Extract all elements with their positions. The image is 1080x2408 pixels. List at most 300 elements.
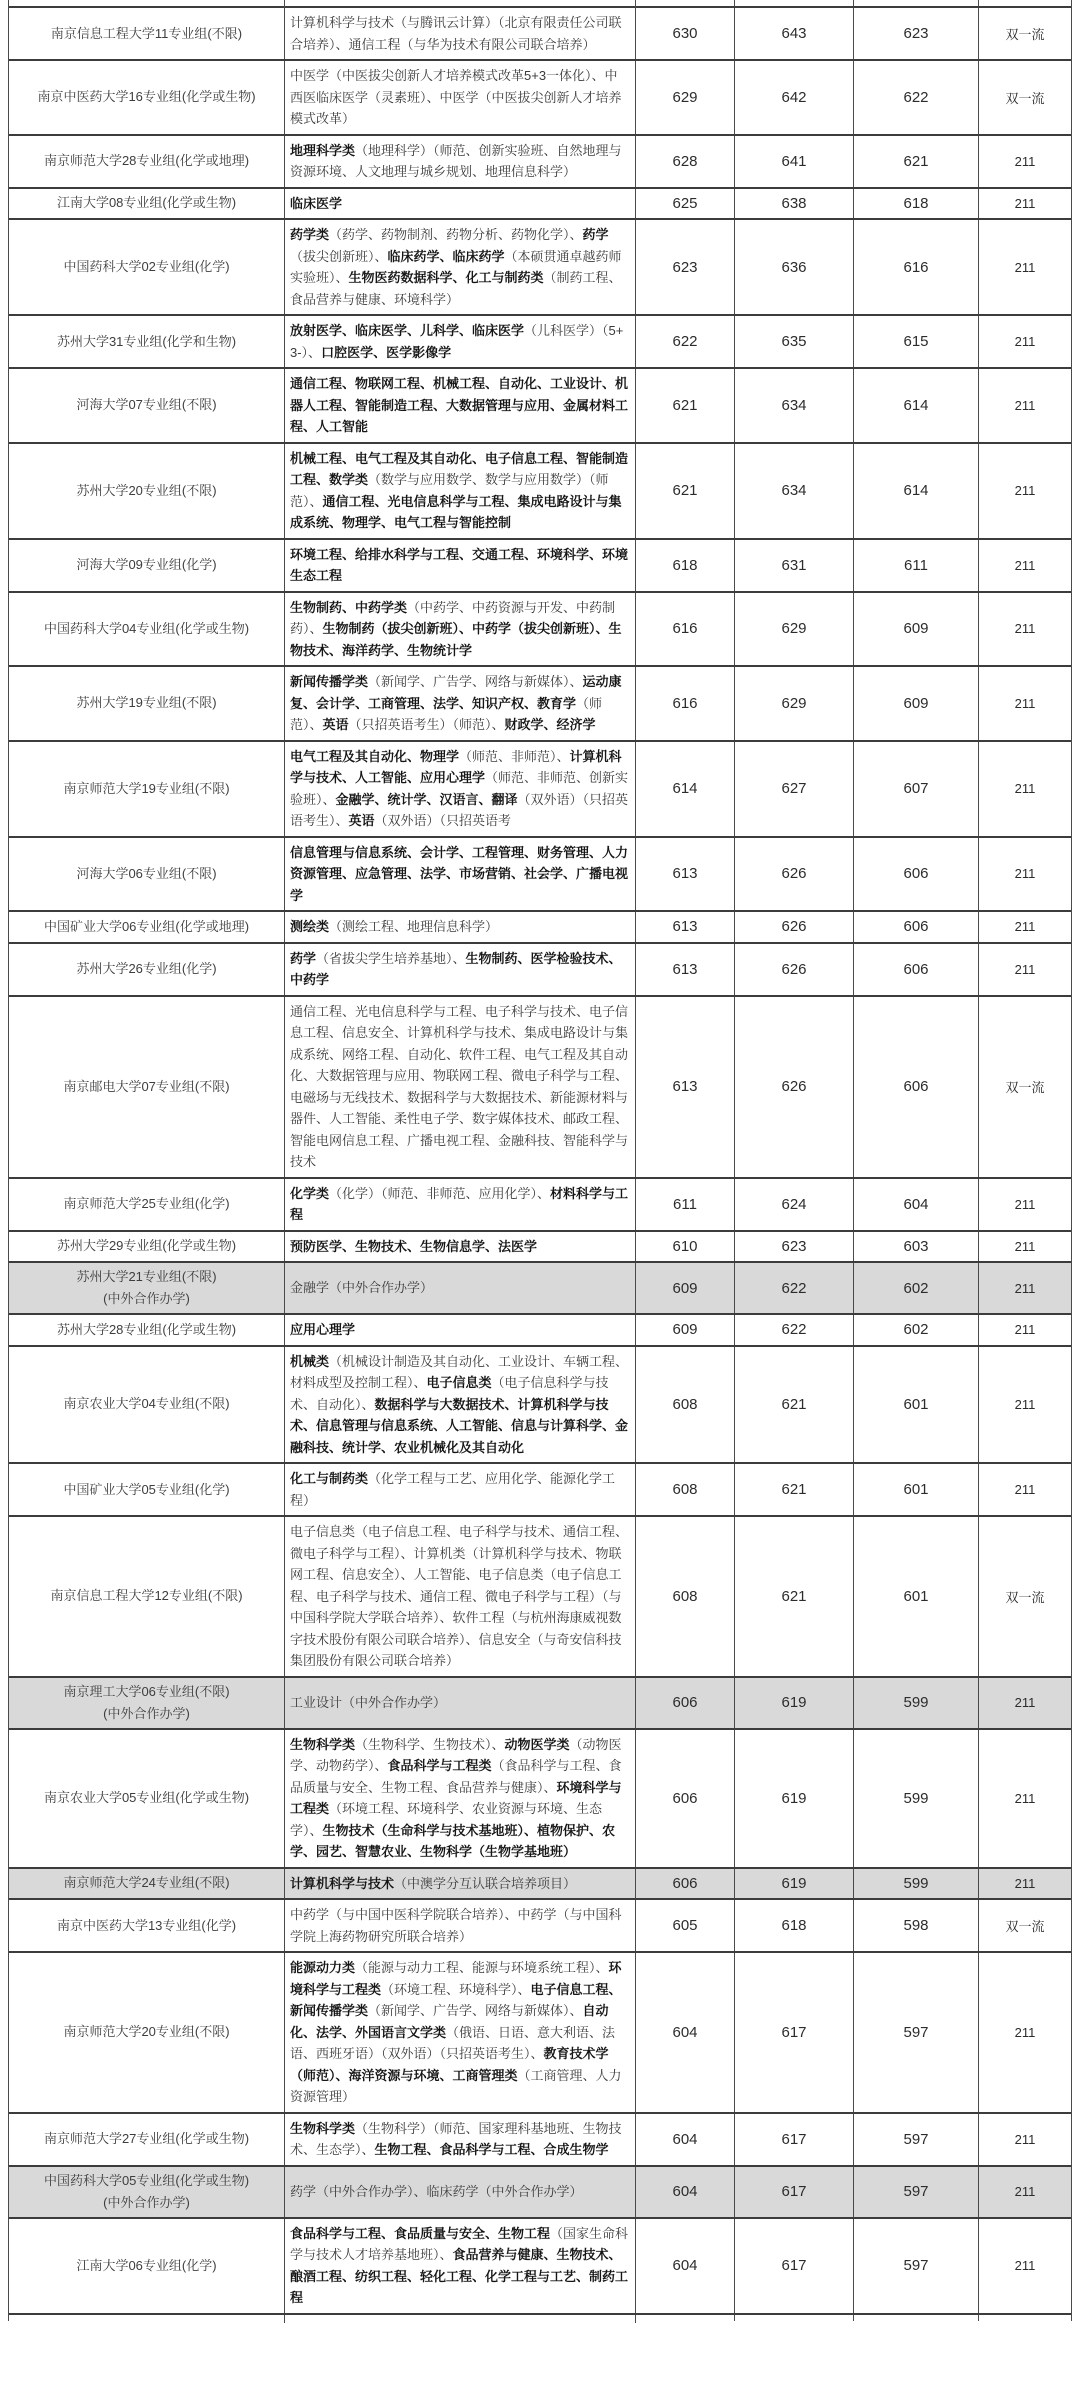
score-3-cell: 614 bbox=[853, 444, 978, 538]
score-1-cell: 613 bbox=[672, 918, 698, 936]
score-3-cell: 597 bbox=[853, 2114, 978, 2165]
university-group-cell bbox=[9, 1869, 284, 1899]
tag-cell: 211 bbox=[978, 2114, 1071, 2165]
university-group-cell bbox=[9, 1517, 284, 1676]
university-group-cell bbox=[9, 2219, 284, 2313]
major-segment-bold: 金融学、统计学、汉语言、翻译 bbox=[335, 791, 518, 807]
score-3-cell: 602 bbox=[853, 1263, 978, 1313]
major-segment-bold: 环境工程、给排水科学与工程、交通工程、环境科学、环境生态工程 bbox=[290, 546, 629, 583]
majors-text bbox=[290, 1692, 630, 1714]
majors-text bbox=[290, 12, 630, 55]
university-group-cell bbox=[9, 1678, 284, 1728]
major-segment: （测绘工程、地理信息科学） bbox=[329, 919, 499, 934]
majors-text bbox=[290, 140, 630, 183]
score-3-cell: 615 bbox=[853, 316, 978, 367]
score-1-cell: 608 bbox=[672, 1587, 698, 1605]
major-segment: （电子信息科学与技术、自动化）、 bbox=[290, 1375, 609, 1412]
university-group-line: 苏州大学31专业组(化学和生物) bbox=[56, 333, 237, 349]
table-row bbox=[9, 1869, 1071, 1901]
major-segment-bold: 电气工程及其自动化、物理学 bbox=[290, 748, 460, 764]
score-3-cell: 599 bbox=[853, 1869, 978, 1899]
major-segment: （工商管理、人力资源管理） bbox=[290, 2067, 622, 2104]
tag-cell: 211 bbox=[978, 369, 1071, 442]
majors-cell bbox=[284, 444, 636, 538]
major-segment-bold: 预防医学、生物技术、生物信息学、法医学 bbox=[290, 1238, 538, 1254]
score-1-cell: 621 bbox=[672, 482, 698, 499]
table-row bbox=[9, 1730, 1071, 1869]
score-table bbox=[8, 0, 1072, 2321]
score-3-cell: 603 bbox=[853, 1232, 978, 1262]
university-group-line: 苏州大学29专业组(化学或生物) bbox=[56, 1238, 237, 1254]
majors-text bbox=[290, 842, 630, 907]
university-group-cell bbox=[9, 1953, 284, 2112]
majors-cell bbox=[284, 1678, 636, 1728]
majors-text bbox=[290, 1351, 630, 1459]
table-row bbox=[9, 136, 1071, 189]
score-3-cell: 597 bbox=[853, 2167, 978, 2217]
tag-cell: 211 bbox=[978, 2167, 1071, 2217]
majors-cell bbox=[284, 838, 636, 911]
major-segment: 中医学（中医拔尖创新人才培养模式改革5+3一体化）、中西医临床医学（灵素班）、中医学（中医拔尖创新人才培养模式改革） bbox=[290, 68, 622, 126]
university-group-cell bbox=[9, 220, 284, 314]
major-segment-bold: 计算机科学与技术、人工智能、应用心理学 bbox=[290, 748, 622, 785]
major-segment: （药学、药物制剂、药物分析、药物化学）、 bbox=[329, 227, 583, 242]
major-segment-bold: 地理科学类 bbox=[290, 142, 356, 158]
partial-cell bbox=[284, 0, 636, 8]
university-group-cell bbox=[9, 540, 284, 591]
major-segment: （环境工程、环境科学、农业资源与环境、生态学）、 bbox=[290, 1801, 603, 1838]
score-3-cell: 604 bbox=[853, 1179, 978, 1230]
university-group-line: 南京中医药大学16专业组(化学或生物) bbox=[37, 89, 256, 105]
university-group-line: 南京师范大学25专业组(化学) bbox=[63, 1196, 230, 1211]
major-segment-bold: 口腔医学、医学影像学 bbox=[321, 344, 452, 360]
major-segment-bold: 通信工程、物联网工程、机械工程、自动化、工业设计、机器人工程、智能制造工程、大数据管理与应用、金属材料工程、人工智能 bbox=[290, 376, 629, 434]
score-2-cell: 622 bbox=[734, 1263, 853, 1313]
major-segment: 通信工程、光电信息科学与工程、电子科学与技术、电子信息工程、信息安全、计算机科学与技术、集成电路设计与集成系统、网络工程、自动化、软件工程、电气工程及其自动化、大数据管理与应用、物联网工程、微电子科学与工程、电磁场与无线技术、数据科学与大数据技术、新能源材料与器件、人工智能、柔性电子学、数字媒体技术、邮政工程、智能电网信息工程、广播电视工程、金融科技、智能科学与技术 bbox=[290, 1003, 629, 1169]
score-2-cell: 642 bbox=[734, 61, 853, 134]
tag-cell: 211 bbox=[978, 189, 1071, 219]
tag-cell: 211 bbox=[978, 1232, 1071, 1262]
score-1-cell: 611 bbox=[673, 1195, 697, 1213]
majors-cell bbox=[284, 136, 636, 187]
university-group-line: 南京农业大学04专业组(不限) bbox=[63, 1396, 230, 1412]
score-1-cell: 608 bbox=[672, 1481, 698, 1498]
university-group-cell bbox=[9, 61, 284, 134]
university-group-line: 苏州大学28专业组(化学或生物) bbox=[56, 1321, 237, 1337]
partial-cell bbox=[284, 2315, 636, 2323]
university-group-line: (中外合作办学) bbox=[103, 1705, 190, 1721]
score-1-cell: 621 bbox=[672, 396, 698, 414]
major-segment-bold: 生物工程、食品科学与工程、合成生物学 bbox=[374, 2142, 609, 2157]
score-3-cell: 601 bbox=[853, 1347, 978, 1463]
majors-text bbox=[290, 746, 630, 832]
score-3-cell: 623 bbox=[853, 8, 978, 59]
score-2-cell: 629 bbox=[734, 667, 853, 740]
score-2-cell: 634 bbox=[734, 444, 853, 538]
major-segment-bold: 环境科学与工程类 bbox=[290, 1779, 622, 1816]
score-3-cell: 622 bbox=[853, 61, 978, 134]
score-2-cell: 617 bbox=[734, 2167, 853, 2217]
major-segment: （动物医学、动物药学）、 bbox=[290, 1736, 622, 1773]
major-segment: （生物科学、生物技术）、 bbox=[355, 1736, 505, 1752]
major-segment-bold: 环境科学与工程类 bbox=[290, 1960, 622, 1997]
score-3-cell: 621 bbox=[853, 136, 978, 187]
university-group-line: 南京师范大学19专业组(不限) bbox=[63, 780, 230, 796]
majors-text bbox=[290, 1734, 630, 1863]
score-3-cell: 599 bbox=[853, 1678, 978, 1728]
score-1-cell: 614 bbox=[672, 780, 698, 797]
university-group-line: 江南大学08专业组(化学或生物) bbox=[56, 195, 237, 211]
university-group-cell bbox=[9, 1900, 284, 1951]
major-segment-bold: 英语 bbox=[348, 813, 375, 828]
major-segment-bold: 生物制药、中药学类 bbox=[290, 599, 408, 615]
major-segment: （能源与动力工程、能源与环境系统工程）、 bbox=[355, 1960, 609, 1975]
university-group-cell bbox=[9, 189, 284, 219]
majors-text bbox=[290, 1957, 630, 2108]
major-segment-bold: 财政学、经济学 bbox=[504, 717, 596, 732]
university-group-line: (中外合作办学) bbox=[103, 2194, 190, 2210]
tag-cell: 211 bbox=[978, 444, 1071, 538]
majors-cell bbox=[284, 369, 636, 442]
majors-cell bbox=[284, 2167, 636, 2217]
major-segment-bold: 运动康复、会计学、工商管理、法学、知识产权、教育学 bbox=[290, 674, 622, 711]
score-2-cell: 624 bbox=[734, 1179, 853, 1230]
majors-cell bbox=[284, 1730, 636, 1867]
majors-text bbox=[290, 193, 630, 215]
table-row bbox=[9, 2167, 1071, 2219]
university-group-cell bbox=[9, 1730, 284, 1867]
score-2-cell: 634 bbox=[734, 369, 853, 442]
score-3-cell: 599 bbox=[853, 1730, 978, 1867]
university-group-cell bbox=[9, 742, 284, 836]
major-segment-bold: 化工与制药类 bbox=[290, 1471, 369, 1486]
majors-cell bbox=[284, 61, 636, 134]
score-1-cell: 604 bbox=[672, 2183, 698, 2200]
major-segment: （机械设计制造及其自动化、工业设计、车辆工程、材料成型及控制工程）、 bbox=[290, 1353, 629, 1390]
score-2-cell: 617 bbox=[734, 2219, 853, 2313]
majors-text bbox=[290, 2223, 630, 2309]
majors-cell bbox=[284, 1953, 636, 2112]
majors-cell bbox=[284, 8, 636, 59]
tag-cell: 211 bbox=[978, 912, 1071, 942]
score-2-cell: 627 bbox=[734, 742, 853, 836]
tag-cell: 211 bbox=[978, 944, 1071, 995]
major-segment-bold: 放射医学、临床医学、儿科学、临床医学 bbox=[290, 323, 525, 338]
major-segment-bold: 食品营养与健康、生物技术、酿酒工程、纺织工程、轻化工程、化学工程与工艺、制药工程 bbox=[290, 2247, 629, 2305]
table-row bbox=[9, 667, 1071, 742]
major-segment: （环境工程、环境科学）、 bbox=[381, 1981, 531, 1997]
table-row bbox=[9, 944, 1071, 997]
majors-text bbox=[290, 1521, 630, 1672]
university-group-line: 南京理工大学06专业组(不限) bbox=[63, 1683, 230, 1699]
major-segment-bold: 生物技术（生命科学与技术基地班）、植物保护、农学、园艺、智慧农业、生物科学（生物学基地班） bbox=[290, 1822, 616, 1859]
major-segment-bold: 生物科学类 bbox=[290, 1736, 356, 1752]
tag-cell: 211 bbox=[978, 838, 1071, 911]
partial-cell bbox=[636, 2315, 734, 2321]
score-1-cell: 606 bbox=[672, 1874, 698, 1892]
university-group-line: 中国矿业大学05专业组(化学) bbox=[63, 1481, 230, 1497]
tag-cell: 211 bbox=[978, 1730, 1071, 1867]
university-group-cell bbox=[9, 667, 284, 740]
score-1-cell: 605 bbox=[672, 1917, 698, 1934]
partial-row-top bbox=[9, 0, 1071, 8]
university-group-cell bbox=[9, 2114, 284, 2165]
university-group-line: 中国矿业大学06专业组(化学或地理) bbox=[43, 918, 250, 934]
table-row bbox=[9, 369, 1071, 444]
tag-cell: 双一流 bbox=[978, 61, 1071, 134]
tag-cell: 211 bbox=[978, 136, 1071, 187]
major-segment: （国家生命科学与技术人才培养基地班）、 bbox=[290, 2225, 629, 2262]
tag-cell: 211 bbox=[978, 1678, 1071, 1728]
majors-text bbox=[290, 448, 630, 534]
major-segment-bold: 能源动力类 bbox=[290, 1960, 356, 1975]
major-segment: 中药学（与中国中医科学院联合培养）、中药学（与中国科学院上海药物研究所联合培养） bbox=[290, 1907, 622, 1944]
major-segment-bold: 机械工程、电气工程及其自动化、电子信息工程、智能制造工程、数学类 bbox=[290, 450, 629, 487]
major-segment: 电子信息类（电子信息工程、电子科学与技术、通信工程、微电子科学与工程）、计算机类（计算机科学与技术、物联网工程、信息安全）、人工智能、电子信息类（电子信息工程、电子科学与技术、通信工程、微电子科学与工程）（与中国科学院大学联合培养）、软件工程（与杭州海康威视数字技术股份有限公司联合培养）、信息安全（与奇安信科技集团股份有限公司联合培养） bbox=[290, 1524, 629, 1668]
major-segment-bold: 信息管理与信息系统、会计学、工程管理、财务管理、人力资源管理、应急管理、法学、市场营销、社会学、广播电视学 bbox=[290, 844, 629, 903]
majors-cell bbox=[284, 1464, 636, 1515]
major-segment: （只招英语考生）（师范）、 bbox=[348, 717, 505, 732]
table-row bbox=[9, 61, 1071, 136]
university-group-line: 河海大学06专业组(不限) bbox=[76, 865, 217, 881]
major-segment: （地理科学）（师范、创新实验班、自然地理与资源环境、人文地理与城乡规划、地理信息科学） bbox=[290, 142, 622, 179]
university-group-cell bbox=[9, 912, 284, 942]
university-group-line: 中国药科大学02专业组(化学) bbox=[63, 259, 230, 274]
table-row bbox=[9, 1263, 1071, 1315]
major-segment: （生物科学）（师范、国家理科基地班、生物技术、生态学）、 bbox=[290, 2120, 622, 2157]
score-1-cell: 622 bbox=[672, 333, 698, 350]
table-row bbox=[9, 540, 1071, 593]
majors-text bbox=[290, 2118, 630, 2161]
score-3-cell: 602 bbox=[853, 1315, 978, 1345]
score-2-cell: 619 bbox=[734, 1869, 853, 1899]
tag-cell: 双一流 bbox=[978, 8, 1071, 59]
partial-cell bbox=[734, 2315, 853, 2321]
score-3-cell: 601 bbox=[853, 1517, 978, 1676]
major-segment-bold: 通信工程、光电信息科学与工程、集成电路设计与集成系统、物理学、电气工程与智能控制 bbox=[290, 493, 622, 530]
partial-cell bbox=[978, 2315, 1071, 2321]
score-2-cell: 638 bbox=[734, 189, 853, 219]
table-row bbox=[9, 997, 1071, 1179]
majors-cell bbox=[284, 316, 636, 367]
tag-cell: 211 bbox=[978, 742, 1071, 836]
major-segment: （中药学、中药资源与开发、中药制药）、 bbox=[290, 599, 616, 636]
score-2-cell: 623 bbox=[734, 1232, 853, 1262]
university-group-line: 南京信息工程大学11专业组(不限) bbox=[50, 25, 243, 41]
major-segment-bold: 化学类 bbox=[290, 1185, 330, 1201]
score-2-cell: 622 bbox=[734, 1315, 853, 1345]
tag-cell: 211 bbox=[978, 1953, 1071, 2112]
major-segment: （新闻学、广告学、网络与新媒体）、 bbox=[368, 674, 583, 689]
score-1-cell: 606 bbox=[672, 1694, 698, 1711]
university-group-cell bbox=[9, 369, 284, 442]
major-segment-bold: 电子信息工程、新闻传播学类 bbox=[290, 1981, 622, 2018]
score-2-cell: 621 bbox=[734, 1464, 853, 1515]
score-1-cell: 629 bbox=[672, 88, 698, 106]
table-row bbox=[9, 1517, 1071, 1678]
major-segment: （化学工程与工艺、应用化学、能源化学工程） bbox=[290, 1471, 616, 1508]
university-group-cell bbox=[9, 1263, 284, 1313]
score-2-cell: 636 bbox=[734, 220, 853, 314]
table-row bbox=[9, 1232, 1071, 1264]
majors-cell bbox=[284, 912, 636, 942]
majors-cell bbox=[284, 1347, 636, 1463]
major-segment: 计算机科学与技术（与腾讯云计算）（北京有限责任公司联合培养）、通信工程（与华为技术有限公司联合培养） bbox=[290, 15, 622, 52]
majors-text bbox=[290, 597, 630, 662]
table-row bbox=[9, 1315, 1071, 1347]
score-2-cell: 626 bbox=[734, 838, 853, 911]
score-1-cell: 609 bbox=[672, 1279, 698, 1297]
university-group-cell bbox=[9, 8, 284, 59]
tag-cell: 211 bbox=[978, 1347, 1071, 1463]
majors-text bbox=[290, 2181, 630, 2203]
majors-cell bbox=[284, 667, 636, 740]
major-segment-bold: 药学 bbox=[290, 950, 317, 966]
majors-cell bbox=[284, 1179, 636, 1230]
major-segment: （本硕贯通卓越药师实验班）、 bbox=[290, 248, 622, 285]
tag-cell: 211 bbox=[978, 593, 1071, 666]
score-3-cell: 611 bbox=[853, 540, 978, 591]
majors-cell bbox=[284, 997, 636, 1177]
university-group-cell bbox=[9, 593, 284, 666]
score-2-cell: 617 bbox=[734, 2114, 853, 2165]
score-2-cell: 617 bbox=[734, 1953, 853, 2112]
tag-cell: 211 bbox=[978, 1179, 1071, 1230]
score-1-cell: 610 bbox=[672, 1237, 698, 1255]
table-row bbox=[9, 742, 1071, 838]
table-row bbox=[9, 189, 1071, 221]
major-segment-bold: 教育技术学（师范）、海洋资源与环境、工商管理类 bbox=[290, 2046, 609, 2083]
university-group-line: 南京信息工程大学12专业组(不限) bbox=[50, 1588, 243, 1604]
partial-cell bbox=[734, 0, 853, 6]
score-3-cell: 597 bbox=[853, 2219, 978, 2313]
score-1-cell: 616 bbox=[672, 694, 698, 712]
university-group-cell bbox=[9, 1179, 284, 1230]
major-segment-bold: 新闻传播学类 bbox=[290, 674, 369, 689]
table-row bbox=[9, 1900, 1071, 1953]
major-segment: （食品科学与工程、食品质量与安全、生物工程、食品营养与健康）、 bbox=[290, 1758, 622, 1795]
university-group-line: 苏州大学19专业组(不限) bbox=[76, 695, 217, 711]
tag-cell: 211 bbox=[978, 316, 1071, 367]
majors-text bbox=[290, 1236, 630, 1258]
major-segment: （制药工程、食品营养与健康、环境科学） bbox=[290, 270, 622, 307]
majors-text bbox=[290, 65, 630, 130]
score-3-cell: 616 bbox=[853, 220, 978, 314]
partial-cell bbox=[853, 2315, 978, 2321]
major-segment: （师范、非师范、创新实验班）、 bbox=[290, 770, 629, 807]
table-row bbox=[9, 1464, 1071, 1517]
majors-cell bbox=[284, 1900, 636, 1951]
score-2-cell: 619 bbox=[734, 1678, 853, 1728]
university-group-line: 南京师范大学27专业组(化学或生物) bbox=[43, 2131, 250, 2146]
score-1-cell: 606 bbox=[672, 1789, 698, 1807]
major-segment-bold: 临床医学 bbox=[290, 195, 343, 211]
university-group-line: 苏州大学26专业组(化学) bbox=[76, 961, 217, 976]
score-1-cell: 625 bbox=[672, 194, 698, 212]
majors-text bbox=[290, 320, 630, 363]
table-row bbox=[9, 838, 1071, 913]
university-group-line: 河海大学09专业组(化学) bbox=[76, 557, 217, 572]
university-group-cell bbox=[9, 944, 284, 995]
major-segment-bold: 食品科学与工程、食品质量与安全、生物工程 bbox=[290, 2225, 551, 2241]
partial-row-bottom bbox=[9, 2315, 1071, 2321]
majors-cell bbox=[284, 1232, 636, 1262]
majors-cell bbox=[284, 742, 636, 836]
majors-cell bbox=[284, 2219, 636, 2313]
score-2-cell: 626 bbox=[734, 944, 853, 995]
majors-cell bbox=[284, 2114, 636, 2165]
university-group-cell bbox=[9, 1347, 284, 1463]
score-1-cell: 609 bbox=[672, 1321, 698, 1339]
major-segment-bold: 数据科学与大数据技术、计算机科学与技术、信息管理与信息系统、人工智能、信息与计算科学、金融科技、统计学、农业机械化及其自动化 bbox=[290, 1396, 629, 1455]
major-segment: （双外语）（只招英语考生）、 bbox=[290, 791, 629, 828]
major-segment-bold: 计算机科学与技术 bbox=[290, 1875, 395, 1891]
score-3-cell: 598 bbox=[853, 1900, 978, 1951]
table-row bbox=[9, 1347, 1071, 1465]
score-2-cell: 626 bbox=[734, 912, 853, 942]
majors-text bbox=[290, 916, 630, 938]
major-segment-bold: 英语 bbox=[322, 717, 349, 732]
major-segment: 金融学（中外合作办学） bbox=[290, 1280, 434, 1296]
score-3-cell: 597 bbox=[853, 1953, 978, 2112]
major-segment: （新闻学、广告学、网络与新媒体）、 bbox=[368, 2003, 583, 2018]
table-row bbox=[9, 8, 1071, 61]
score-1-cell: 604 bbox=[672, 2023, 698, 2041]
table-row bbox=[9, 1179, 1071, 1232]
majors-cell bbox=[284, 1315, 636, 1345]
score-3-cell: 606 bbox=[853, 944, 978, 995]
major-segment-bold: 测绘类 bbox=[290, 919, 330, 934]
major-segment-bold: 自动化、法学、外国语言文学类 bbox=[290, 2003, 609, 2040]
major-segment-bold: 食品科学与工程类 bbox=[387, 1758, 492, 1773]
university-group-line: 南京师范大学20专业组(不限) bbox=[63, 2024, 230, 2040]
university-group-cell bbox=[9, 1315, 284, 1345]
major-segment-bold: 生物科学类 bbox=[290, 2120, 356, 2136]
majors-text bbox=[290, 373, 630, 438]
major-segment: （省拔尖学生培养基地）、 bbox=[316, 950, 466, 966]
university-group-line: (中外合作办学) bbox=[103, 1291, 190, 1306]
university-group-cell bbox=[9, 2167, 284, 2217]
majors-cell bbox=[284, 540, 636, 591]
score-3-cell: 606 bbox=[853, 997, 978, 1177]
score-1-cell: 613 bbox=[672, 1078, 698, 1095]
tag-cell: 211 bbox=[978, 1263, 1071, 1313]
major-segment: （师范、非师范）、 bbox=[459, 748, 570, 764]
major-segment-bold: 动物医学类 bbox=[504, 1736, 570, 1752]
university-group-line: 中国药科大学04专业组(化学或生物) bbox=[43, 620, 250, 636]
majors-text bbox=[290, 544, 630, 587]
score-1-cell: 608 bbox=[672, 1395, 698, 1413]
university-group-line: 南京邮电大学07专业组(不限) bbox=[63, 1078, 230, 1094]
score-1-cell: 618 bbox=[672, 556, 698, 574]
table-row bbox=[9, 593, 1071, 668]
university-group-cell bbox=[9, 316, 284, 367]
majors-text bbox=[290, 1001, 630, 1173]
university-group-line: 南京师范大学24专业组(不限) bbox=[63, 1875, 230, 1891]
major-segment-bold: 生物制药、医学检验技术、中药学 bbox=[290, 950, 622, 987]
score-1-cell: 604 bbox=[672, 2130, 698, 2148]
partial-cell bbox=[978, 0, 1071, 6]
score-2-cell: 619 bbox=[734, 1730, 853, 1867]
score-2-cell: 621 bbox=[734, 1517, 853, 1676]
majors-text bbox=[290, 224, 630, 310]
majors-cell bbox=[284, 220, 636, 314]
score-1-cell: 604 bbox=[672, 2257, 698, 2274]
major-segment: （双外语）（只招英语考 bbox=[374, 813, 512, 828]
tag-cell: 211 bbox=[978, 220, 1071, 314]
major-segment-bold: 临床药学、临床药学 bbox=[387, 248, 505, 264]
table-row bbox=[9, 1678, 1071, 1730]
